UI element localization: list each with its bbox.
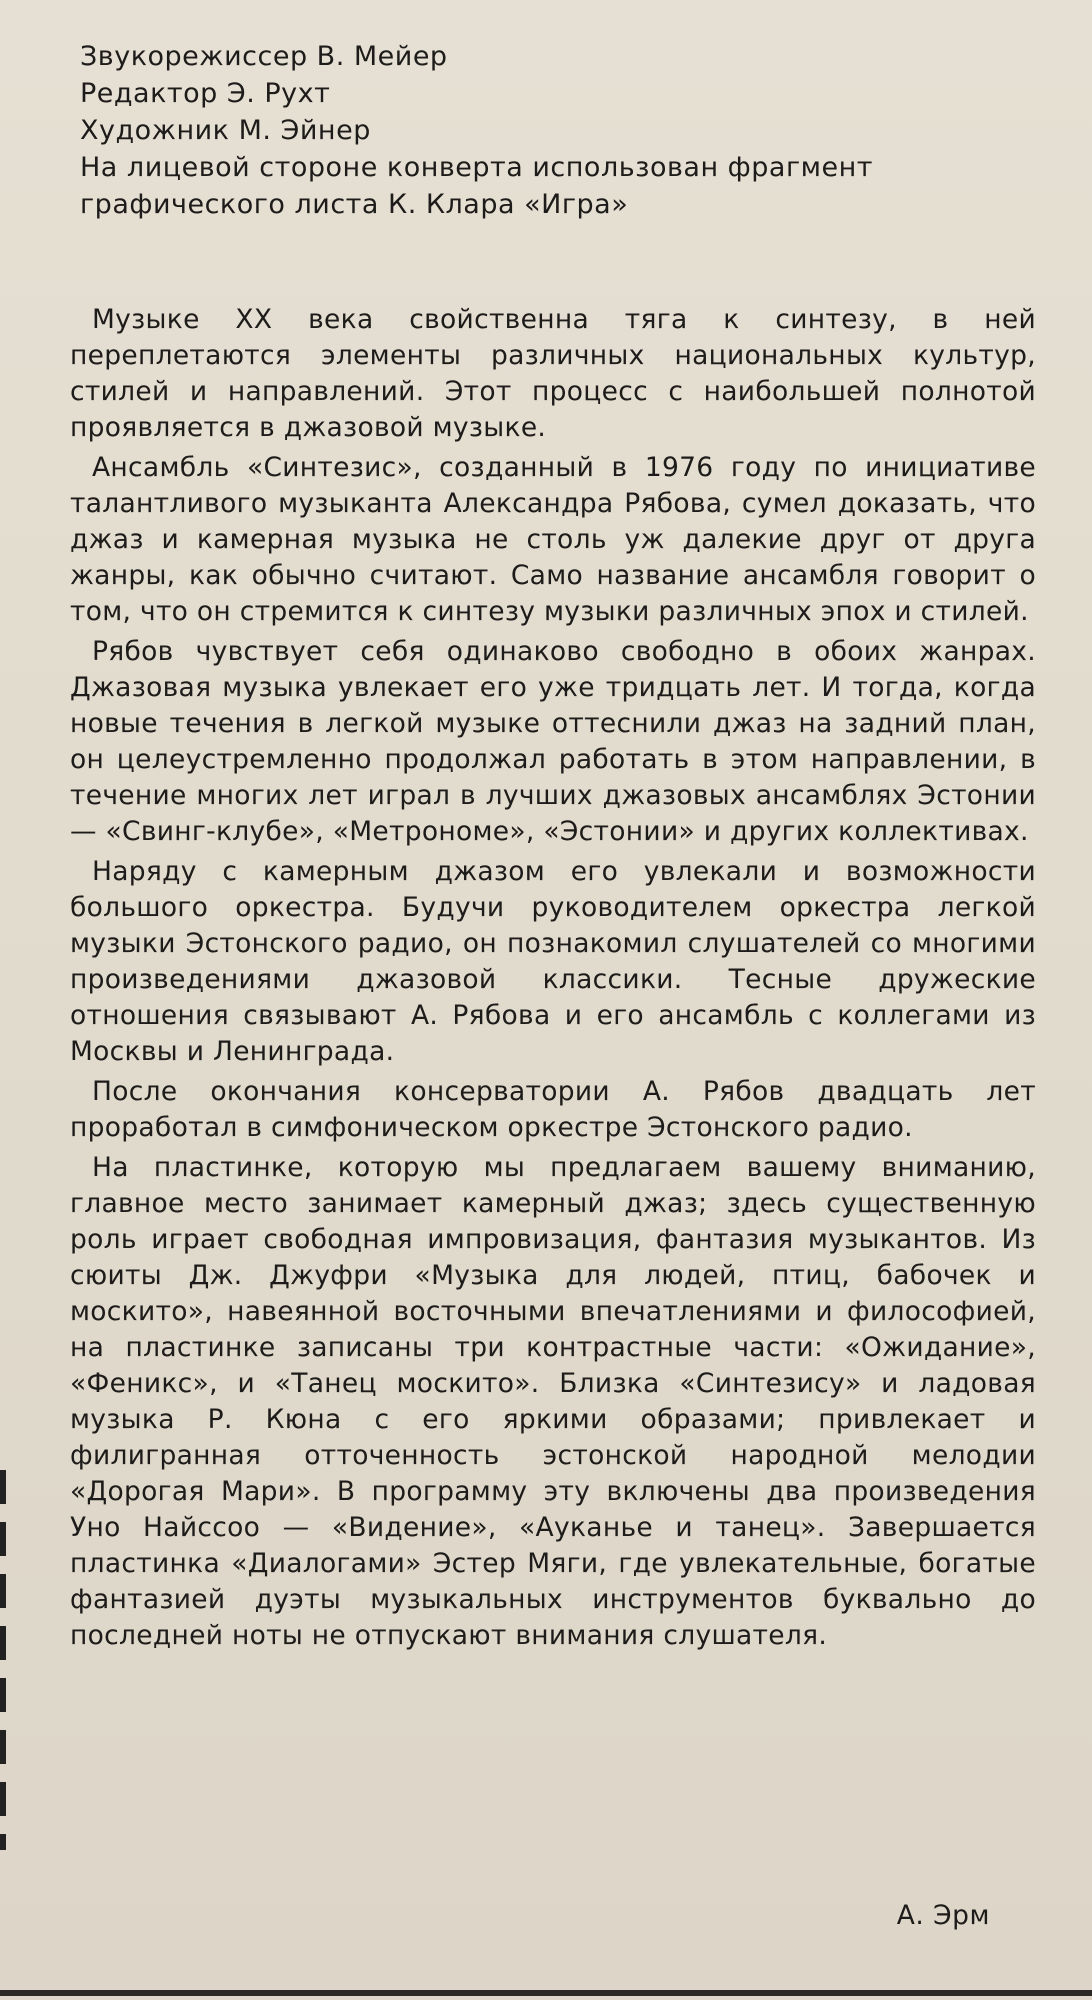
credit-editor: Редактор Э. Рухт (80, 78, 331, 109)
credit-sound-engineer: Звукорежиссер В. Мейер (80, 41, 448, 72)
credit-cover-note: На лицевой стороне конверта использован фрагмент (80, 152, 873, 183)
paragraph: На пластинке, которую мы предлагаем вашему вниманию, главное место занимает камерный джаз; здесь существенную роль играет свободная импровизация, фантазия музыкантов. Из сюиты Дж. Джуфри «Музыка для людей, птиц, бабочек и москито», навеянной восточными впечатлениями и философией, на пластинке записаны три контрастные части: «Ожидание», «Феникс», и «Танец москито». Близка «Синтезису» и ладовая музыка Р. Кюна с его яркими образами; привлекает и филигранная отточенность эстонской народной мелодии «Дорогая Мари». В программу эту включены два произведения Уно Найссоо — «Видение», «Ауканье и танец». Завершается пластинка «Диалогами» Эстер Мяги, где увлекательные, богатые фантазией дуэты музыкальных инструментов буквально до последней ноты не отпускают внимания слушателя. (70, 1152, 1036, 1651)
credit-cover-note-continued: графического листа К. Клара «Игра» (80, 189, 629, 220)
paragraph: Наряду с камерным джазом его увлекали и возможности большого оркестра. Будучи руководителем оркестра легкой музыки Эстонского радио, он познакомил слушателей со многими произведениями джазовой классики. Тесные дружеские отношения связывают А. Рябова и его ансамбль с коллегами из Москвы и Ленинграда. (70, 856, 1036, 1067)
paragraph: Рябов чувствует себя одинаково свободно в обоих жанрах. Джазовая музыка увлекает его уже тридцать лет. И тогда, когда новые течения в легкой музыке оттеснили джаз на задний план, он целеустремленно продолжал работать в этом направлении, в течение многих лет играл в лучших джазовых ансамблях Эстонии — «Свинг-клубе», «Метрономе», «Эстонии» и других коллективах. (70, 636, 1036, 847)
liner-notes-article (70, 302, 1036, 1658)
left-edge-marks (0, 1470, 6, 1850)
author-signature: А. Эрм (896, 1900, 990, 1931)
paragraph: После окончания консерватории А. Рябов двадцать лет проработал в симфоническом оркестре Эстонского радио. (70, 1076, 1036, 1143)
paragraph: Ансамбль «Синтезис», созданный в 1976 году по инициативе талантливого музыканта Александра Рябова, сумел доказать, что джаз и камерная музыка не столь уж далекие друг от друга жанры, как обычно считают. Само название ансамбля говорит о том, что он стремится к синтезу музыки различных эпох и стилей. (70, 452, 1036, 627)
credit-artist: Художник М. Эйнер (80, 115, 371, 146)
credits-block (80, 38, 1040, 223)
paragraph: Музыке XX века свойственна тяга к синтезу, в ней переплетаются элементы различных национальных культур, стилей и направлений. Этот процесс с наибольшей полнотой проявляется в джазовой музыке. (70, 304, 1036, 443)
bottom-rule (0, 1990, 1092, 1996)
